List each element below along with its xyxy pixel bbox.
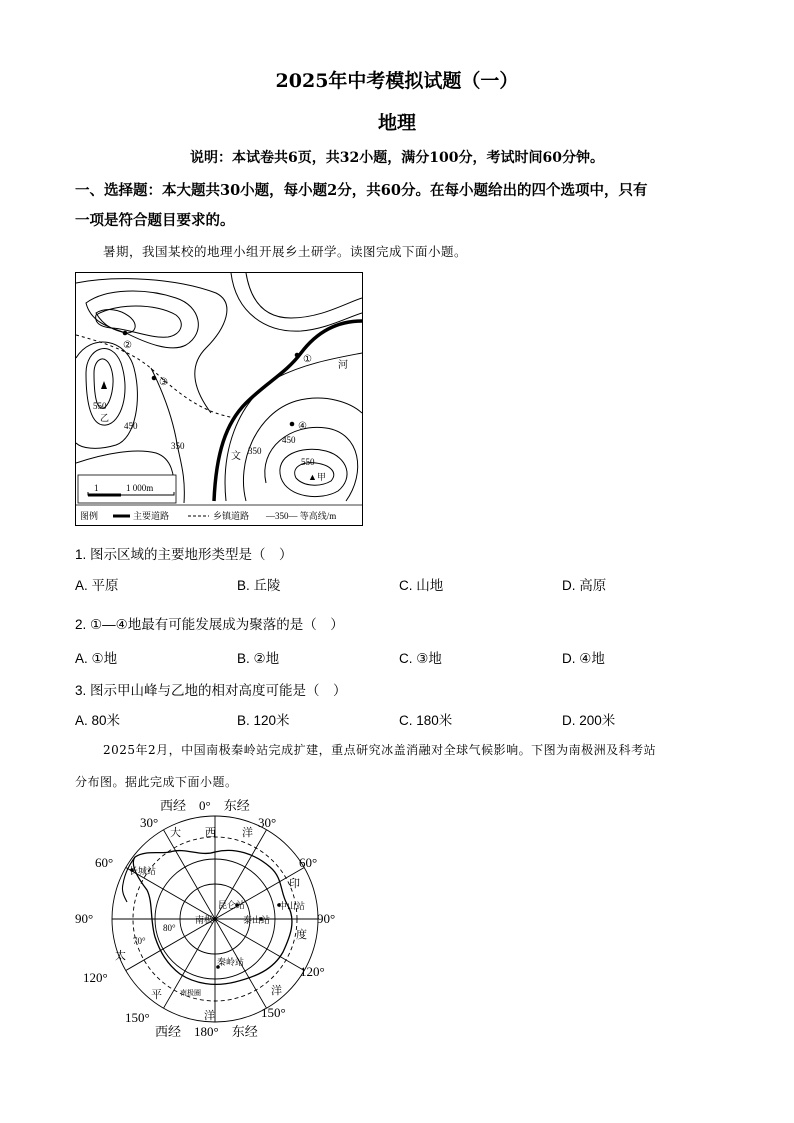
label-350a: 350 [171,441,185,451]
label-l150: 150° [125,1010,150,1025]
label-r90: 90° [317,911,336,926]
contour-line [96,306,182,337]
contour-map-svg [76,273,362,525]
point-4-dot [290,422,295,427]
label-da: 大 [170,827,181,839]
label-xi: 西 [205,827,216,839]
label-l90: 90° [75,911,94,926]
label-l60: 60° [95,855,114,870]
label-r60: 60° [299,855,318,870]
label-jia: ▲甲 [308,472,326,482]
label-top-meridian: 西经 0° 东经 [160,798,250,813]
question-2-stem: 2. ①—④地最有可能发展成为聚落的是（ ） [75,617,344,632]
label-qinling: 秦岭站 [217,957,245,967]
exam-note: 说明：本试卷共6页，共32小题，满分100分，考试时间60分钟。 [190,150,604,166]
label-r150: 150° [261,1005,286,1020]
contour-line [96,310,135,333]
label-550a: 550 [93,401,107,411]
antarctica-map [75,792,365,1042]
question-3-option-d[interactable]: D. 200米 [562,713,616,728]
label-p3: ③ [159,377,168,388]
question-3-option-a[interactable]: A. 80米 [75,713,121,728]
question-2-option-c[interactable]: C. ③地 [399,651,442,666]
label-r120: 120° [300,964,325,979]
label-l30: 30° [140,815,159,830]
label-yin: 印 [289,878,300,890]
question-1-option-b[interactable]: B. 丘陵 [237,578,281,593]
label-zhongshan: 中山站 [278,901,306,911]
group2-intro-line2: 分布图。据此完成下面小题。 [75,775,238,789]
point-2-dot [123,331,128,336]
label-du: 度 [296,929,307,941]
contour-line [86,291,198,348]
label-yang3: 洋 [204,1010,215,1022]
question-1-stem: 1. 图示区域的主要地形类型是（ ） [75,547,293,562]
legend-road-town: 乡镇道路 [213,511,250,521]
label-bottom-meridian: 西经 180° 东经 [155,1024,258,1039]
section-heading-line2: 一项是符合题目要求的。 [75,212,235,229]
group1-intro: 暑期，我国某校的地理小组开展乡土研学。读图完成下面小题。 [103,244,468,259]
label-he: 河 [338,360,348,371]
contour-line [225,353,362,501]
label-changcheng: 长城站 [129,866,157,876]
label-p2: ② [123,340,132,351]
label-lat80: 80° [163,923,176,933]
label-kunlun: 昆仑站 [218,900,246,910]
point-1-dot [295,353,300,358]
peak-yi-icon [101,381,107,389]
contour-map [75,272,363,526]
question-1-option-a[interactable]: A. 平原 [75,578,119,593]
group2-intro-line1: 2025年2月，中国南极秦岭站完成扩建，重点研究冰盖消融对全球气候影响。下图为南极洲及科考站 [103,743,657,757]
subject-title: 地理 [377,112,416,134]
exam-title: 2025年中考模拟试题（一） [275,70,519,92]
scale-dist: 1 000m [126,483,154,493]
point-3-dot [152,376,157,381]
label-yi: 乙 [100,413,110,423]
label-tai: 太 [115,950,126,962]
label-r30: 30° [258,815,277,830]
label-ping: 平 [151,989,162,1001]
question-1-option-c[interactable]: C. 山地 [399,578,444,593]
main-road [214,321,362,501]
question-1-option-d[interactable]: D. 高原 [562,578,607,593]
label-550b: 550 [301,457,315,467]
legend-road-main: 主要道路 [133,511,170,521]
question-3-stem: 3. 图示甲山峰与乙地的相对高度可能是（ ） [75,683,347,698]
question-2-option-a[interactable]: A. ①地 [75,651,118,666]
label-taishan: 泰山站 [243,915,271,925]
label-450b: 450 [282,435,296,445]
label-yang2: 洋 [271,985,282,997]
label-wen: 文 [231,451,241,462]
section-heading-line1: 一、选择题：本大题共30小题，每小题2分，共60分。在每小题给出的四个选项中，只有 [75,182,648,199]
question-2-option-b[interactable]: B. ②地 [237,651,280,666]
label-antarctic-circle: 南极圈 [180,989,201,997]
question-3-option-b[interactable]: B. 120米 [237,713,290,728]
label-south-pole: 南极 [195,915,214,925]
label-p4: ④ [298,421,307,432]
label-450a: 450 [124,421,138,431]
label-350b: 350 [248,446,262,456]
legend-title: 图例 [80,511,99,521]
label-l120: 120° [83,970,108,985]
question-3-option-c[interactable]: C. 180米 [399,713,453,728]
contour-line [246,273,362,318]
question-2-option-d[interactable]: D. ④地 [562,651,605,666]
legend-contour: —350— 等高线/m [266,511,337,521]
label-yang1: 洋 [242,827,253,839]
label-p1: ① [303,354,312,365]
label-lat70: 70° [133,936,146,946]
contour-line [76,342,137,448]
contour-line [76,279,227,413]
south-pole-dot [213,917,216,920]
scale-one: 1 [94,483,99,493]
